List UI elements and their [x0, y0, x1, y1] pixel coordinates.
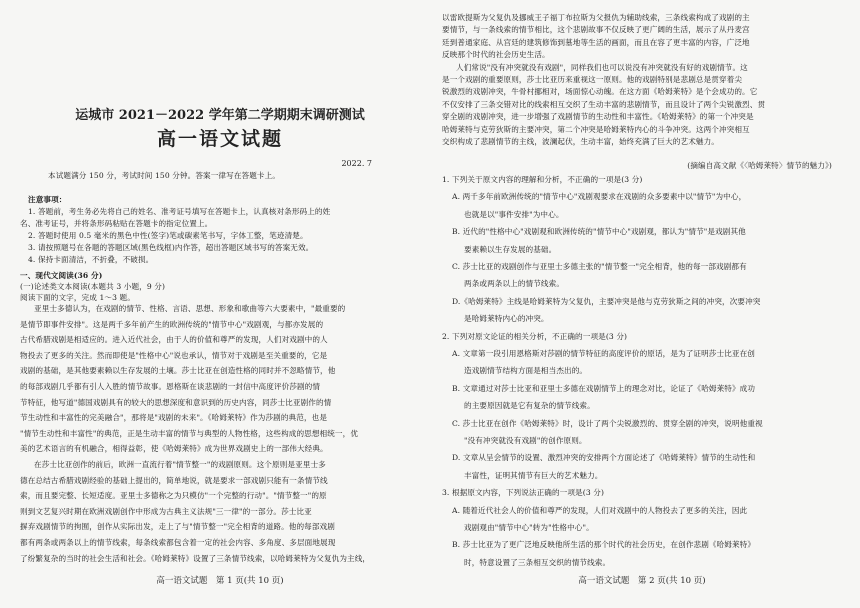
passage-line: 要情节，与一条线索的情节相比，这个悲剧故事不仅反映了更广阔的生活，展示了从丹麦宫	[442, 25, 750, 35]
passage-line: 亚里士多德认为，在戏剧的情节、性格、言语、思想、形象和歌曲等六大要素中，"最重要的	[34, 304, 346, 313]
passage-line: 廷到普通家庭、从宫廷的建筑修饰到墓地等生活的画面，而且在容了更丰富的内容，广泛地	[442, 37, 750, 47]
passage-line: "情节生动性和丰富性"的典范，正是生动丰富的情节与典型的人物性格，这些构成的思想相统一，优	[20, 428, 359, 438]
question-line: D. 文章从呈会情节的设置、激烈冲突的安排两个方面论述了《哈姆莱特》情节的生动性和	[452, 453, 756, 463]
question-line: B. 文章通过对莎士比亚和亚里士多德在戏剧情节上的理念对比，论证了《哈姆莱特》成功	[452, 383, 756, 393]
question-line: 1. 下列关于原文内容的理解和分析，不正确的一项是(3 分)	[442, 175, 643, 184]
passage-line: 锐激烈的戏剧冲突，牛骨村挪相对，场面惊心动魄。在这方面《哈姆莱特》是个会成功的。它	[442, 87, 758, 97]
passage-line: 哈姆莱特与克劳狄斯的主要冲突，第二个冲突是哈姆莱特内心的斗争冲突。这两个冲突相互	[442, 124, 750, 134]
passage-line: 的每部戏剧几乎都有引人入胜的情节故事。恩格斯在谈悲剧的一封信中高度评价莎剧的情	[20, 382, 321, 391]
passage-line: 在莎士比亚创作的前后，欧洲一直流行着"情节整一"的戏剧原则。这个原则是亚里士多	[34, 460, 326, 469]
passage-line: 反映那个时代的社会历史生活。	[442, 50, 550, 60]
passage-line: 物投去了更多的关注。然而即使是"性格中心"说也承认，情节对于戏剧是至关重要的，它是	[20, 350, 328, 360]
exam-title: 运城市 2021－2022 学年第二学期期末调研测试	[75, 108, 365, 123]
question-line: A. 两千多年前欧洲传统的"情节中心"戏剧观要求在戏剧的众多要素中以"情节"为中心，	[452, 192, 747, 202]
passage-line: 古代希腊戏剧是相适应的。进入近代社会，由于人的价值和尊严的发现，人们对戏剧中的人	[20, 335, 328, 345]
question-line: B. 近代的"性格中心"戏剧观和欧洲传统的"情节中心"戏剧观，都认为"情节"是戏剧其他	[452, 227, 746, 237]
exam-subject: 高一语文试题	[156, 128, 283, 150]
section-header: 一、现代文阅读(36 分)	[20, 271, 103, 280]
reading-instruction: 阅读下面的文字，完成 1～3 题。	[20, 293, 135, 302]
passage-line: 都有两条或两条以上的情节线索，每条线索都包含着一定的社会内容、多角度、多层面地展现	[20, 538, 336, 547]
question-line: 丰富性，证明其情节有巨大的艺术魅力。	[464, 470, 603, 480]
question-line: A. 文章第一段引用恩格斯对莎剧的情节特征的高度评价的原话，是为了证明莎士比亚在创	[452, 349, 755, 358]
passage-line: 则到文艺复兴时期在欧洲戏剧创作中形成为古典主义法规"三一律"的一部分。莎士比亚	[20, 506, 312, 516]
question-line: C. 莎士比亚在创作《哈姆莱特》时，设计了两个尖锐激烈的、贯穿全剧的冲突，说明他重视	[452, 418, 763, 428]
notice-line: 3. 请按照题号在各题的答题区域(黑色线框)内作答，超出答题区域书写的答案无效。	[28, 243, 314, 252]
notice-line: 1. 答题前，考生务必先将自己的姓名、准考证号填写在答题卡上，认真核对条形码上的姓	[28, 207, 331, 216]
notice-header: 注意事项：	[28, 195, 67, 204]
notice-line: 2. 答题时使用 0.5 毫米的黑色中性(签字)笔或碳素笔书写，字体工整，笔迹清楚。	[28, 231, 308, 240]
passage-line: 是情节即事件安排"。这是两千多年前产生的欧洲传统的"情节中心"戏剧观，与都亦发展的	[20, 319, 324, 329]
exam-date: 2022. 7	[341, 159, 372, 168]
page-footer-1: 高一语文试题 第 1 页(共 10 页)	[156, 576, 284, 586]
sub-section-header: (一)论述类文本阅读(本题共 3 小题，9 分)	[20, 282, 166, 291]
passage-line: 人们常说"没有冲突就没有戏剧"，同样我们也可以说没有冲突就没有好的戏剧情节。这	[456, 62, 748, 72]
question-line: 两条或两条以上的情节线索。	[464, 279, 565, 289]
passage-line: 穿全剧的戏剧冲突，进一步增强了戏剧情节的生动性和丰富性。《哈姆莱特》的第一个冲突是	[442, 112, 754, 122]
question-line: B. 莎士比亚为了更广泛地反映他所生活的那个时代的社会历史，在创作悲剧《哈姆莱特》	[452, 540, 756, 550]
notice-line: 名、准考证号，并将条形码粘贴在答题卡的指定位置上。	[20, 219, 213, 228]
question-line: 是哈姆莱特内心的冲突。	[464, 314, 549, 324]
exam-page-1	[20, 12, 420, 602]
passage-line: 是一个戏剧的重要原则，莎士比亚历来重视这一原则。他的戏剧特别是悲剧总是贯穿着尖	[442, 75, 743, 84]
passage-line: 索，而且要完整、长短适度。亚里士多德称之为只模仿"一个完整的行动"。"情节整一"的原	[20, 491, 327, 501]
passage-line: 节特征，他写道"德国戏剧具有的较大的思想深度和意识到的历史内容，同莎士比亚剧作的情	[20, 397, 332, 407]
passage-line: 戏剧的基础，是其他要素赖以生存发展的土壤。莎士比亚在创造性格的同时并不忽略情节，他	[20, 366, 336, 376]
passage-line: 了纷繁复杂的当时的社会生活和社会。《哈姆莱特》设置了三条情节线索，以哈姆莱特为父复仇为主线，	[20, 553, 371, 563]
question-line: 2. 下列对原文论证的相关分析，不正确的一项是(3 分)	[442, 331, 628, 341]
passage-line: 摒弃戏剧情节的拘囿，创作从实际出发，走上了与"情节整一"完全相背的道路。他的每部戏剧	[20, 522, 335, 532]
question-line: 也就是以"事件安排"为中心。	[464, 209, 564, 219]
passage-line: 节生动性和丰富性的完美融合"，那将是"戏剧的未来"。《哈姆莱特》作为莎剧的典范，也是	[20, 413, 328, 423]
question-line: "没有冲突就没有戏剧"的创作原则。	[464, 436, 587, 445]
question-line: 戏剧观由"情节中心"转为"性格中心"。	[464, 523, 594, 532]
question-line: 造戏剧情节结构方面是相当杰出的。	[464, 366, 588, 376]
question-line: 时，特意设置了三条相互交织的情节线索。	[464, 557, 611, 567]
question-line: 的主要原因就是它有复杂的情节线索。	[464, 401, 595, 411]
passage-line: 交织构成了悲剧情节的主线，波澜起伏，生动丰富，始终充满了巨大的艺术魅力。	[442, 137, 719, 146]
question-line: A. 随着近代社会人的价值和尊严的发现，人们对戏剧中的人物投去了更多的关注，因此	[452, 505, 748, 515]
question-line: 要素赖以生存发展的基础。	[464, 244, 557, 254]
page-footer-2: 高一语文试题 第 2 页(共 10 页)	[578, 576, 706, 586]
question-line: 3. 根据原文内容，下列说法正确的一项是(3 分)	[442, 488, 605, 498]
passage-line: 不仅安排了三条交错对比的线索相互交织了生动丰富的悲剧情节，而且设计了两个尖锐激烈、贯	[442, 99, 766, 109]
question-line: D.《哈姆莱特》主线是哈姆莱特为父复仇，主要冲突是他与克劳狄斯之间的冲突，次要冲突	[452, 296, 761, 306]
exam-note: 本试题满分 150 分，考试时间 150 分钟。答案一律写在答题卡上。	[48, 171, 280, 180]
question-line: C. 莎士比亚的戏剧创作与亚里士多德主张的"情节整一"完全相背，他的每一部戏剧都有	[452, 262, 747, 271]
exam-page-2	[442, 12, 842, 602]
passage-line: 以雷欧提斯为父复仇及挪威王子福丁布拉斯为父报仇为辅助线索，三条线索构成了戏剧的主	[442, 13, 750, 22]
notice-line: 4. 保持卡面清洁，不折叠，不破损。	[28, 255, 154, 264]
passage-source: (摘编自高文献《〈哈姆莱特〉情节的魅力》)	[687, 161, 832, 170]
passage-line: 美的艺术语言的有机融合，相得益彰，使《哈姆莱特》成为世界戏剧史上的一部伟大经典。	[20, 444, 328, 454]
passage-line: 德在总结古希腊戏剧经验的基础上提出的，简单地说，就是要求一部戏剧只能有一条情节线	[20, 475, 328, 485]
